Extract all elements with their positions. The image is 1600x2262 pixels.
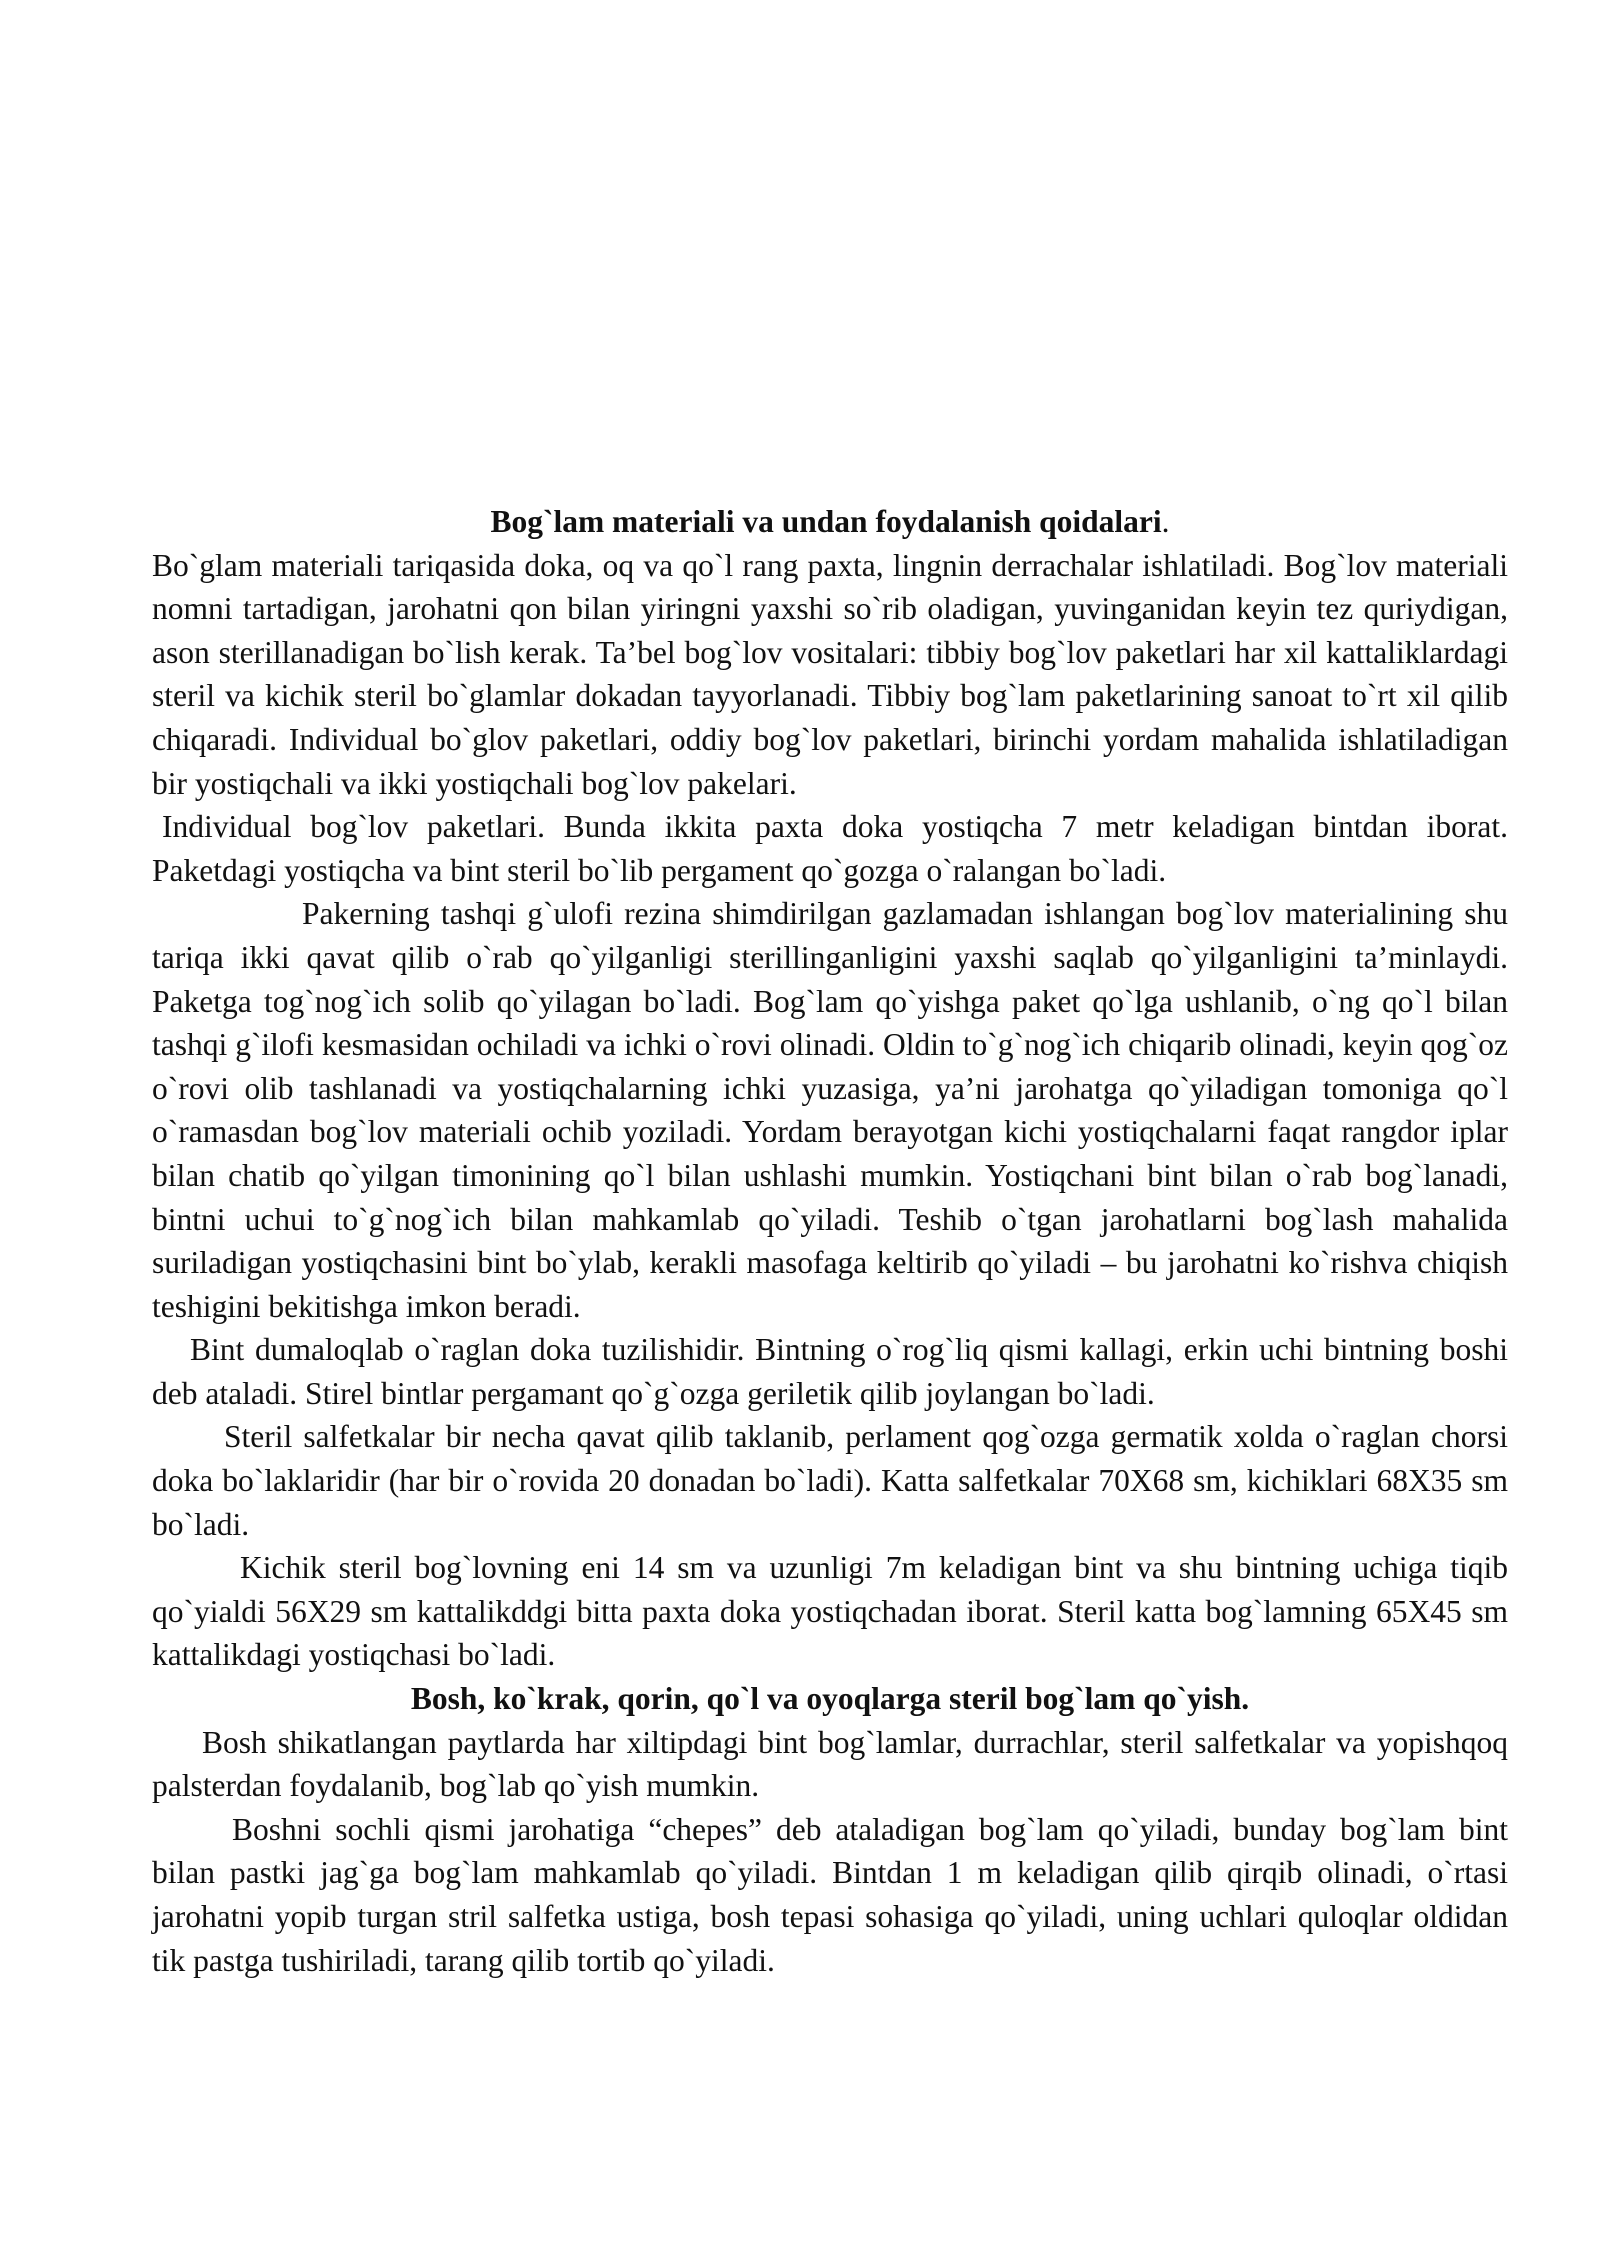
section-heading-1-punct: . [1161, 504, 1170, 539]
paragraph: Steril salfetkalar bir necha qavat qilib taklanib, perlament qog`ozga germatik xolda o`raglan chorsi doka bo`laklaridir (har bir o`rovida 20 donadan bo`ladi). Katta salfetkalar 70X68 sm, kichiklari 68X35 sm bo`ladi. [152, 1419, 1508, 1542]
document-page [152, 500, 1508, 1982]
section-heading-1-text: Bog`lam materiali va undan foydalanish qoidalari [490, 504, 1162, 539]
paragraph: Bosh shikatlangan paytlarda har xiltipdagi bint bog`lamlar, durrachlar, steril salfetkalar va yopishqoq palsterdan foydalanib, bog`lab qo`yish mumkin. [152, 1724, 1508, 1804]
section-heading-2: Bosh, ko`krak, qorin, qo`l va oyoqlarga steril bog`lam qo`yish. [410, 1681, 1250, 1717]
paragraph: Individual bog`lov paketlari. Bunda ikkita paxta doka yostiqcha 7 metr keladigan bintdan iborat. Paketdagi yostiqcha va bint steril bo`lib pergament qo`gozga o`ralangan bo`ladi. [152, 809, 1508, 888]
paragraph: Bo`glam materiali tariqasida doka, oq va qo`l rang paxta, lingnin derrachalar ishlatiladi. Bog`lov materiali nomni tartadigan, jarohatni qon bilan yiringni yaxshi so`rib oladigan, yuvinganidan keyin tez quriydigan, ason sterillanadigan bo`lish kerak. Ta’bel bog`lov vositalari: tibbiy bog`lov paketlari har xil kattaliklardagi steril va kichik steril bo`glamlar dokadan tayyorlanadi. Tibbiy bog`lam paketlarining sanoat to`rt xil qilib chiqaradi. Individual bo`glov paketlari, oddiy bog`lov paketlari, birinchi yordam mahalida ishlatiladigan bir yostiqchali va ikki yostiqchali bog`lov pakelari. [152, 547, 1508, 801]
section-heading-1 [152, 500, 1508, 544]
paragraph: Kichik steril bog`lovning eni 14 sm va uzunligi 7m keladigan bint va shu bintning uchiga tiqib qo`yialdi 56X29 sm kattalikddgi bitta paxta doka yostiqchadan iborat. Steril katta bog`lamning 65X45 sm kattalikdagi yostiqchasi bo`ladi. [152, 1550, 1508, 1673]
paragraph: Boshni sochli qismi jarohatiga “chepes” deb ataladigan bog`lam qo`yiladi, bunday bog`lam bint bilan pastki jag`ga bog`lam mahkamlab qo`yiladi. Bintdan 1 m keladigan qilib qirqib olinadi, o`rtasi jarohatni yopib turgan stril salfetka ustiga, bosh tepasi sohasiga qo`yiladi, uning uchlari quloqlar oldidan tik pastga tushiriladi, tarang qilib tortib qo`yiladi. [152, 1811, 1508, 1978]
paragraph: Bint dumaloqlab o`raglan doka tuzilishidir. Bintning o`rog`liq qismi kallagi, erkin uchi bintning boshi deb ataladi. Stirel bintlar pergamant qo`g`ozga geriletik qilib joylangan bo`ladi. [152, 1332, 1508, 1411]
paragraph: Pakerning tashqi g`ulofi rezina shimdirilgan gazlamadan ishlangan bog`lov materialining shu tariqa ikki qavat qilib o`rab qo`yilganligi sterillinganligini yaxshi saqlab qo`yilganligini ta’minlaydi. Paketga tog`nog`ich solib qo`yilagan bo`ladi. Bog`lam qo`yishga paket qo`lga ushlanib, o`ng qo`l bilan tashqi g`ilofi kesmasidan ochiladi va ichki o`rovi olinadi. Oldin to`g`nog`ich chiqarib olinadi, keyin qog`oz o`rovi olib tashlanadi va yostiqchalarning ichki yuzasiga, ya’ni jarohatga qo`yiladigan tomoniga qo`l o`ramasdan bog`lov materiali ochib yoziladi. Yordam berayotgan kichi yostiqchalarni faqat rangdor iplar bilan chatib qo`yilgan timonining qo`l bilan ushlashi mumkin. Yostiqchani bint bilan o`rab bog`lanadi, bintni uchui to`g`nog`ich bilan mahkamlab qo`yiladi. Teshib o`tgan jarohatlarni bog`lash mahalida suriladigan yostiqchasini bint bo`ylab, kerakli masofaga keltirib qo`yiladi – bu jarohatni ko`rishva chiqish teshigini bekitishga imkon beradi. [152, 896, 1508, 1324]
